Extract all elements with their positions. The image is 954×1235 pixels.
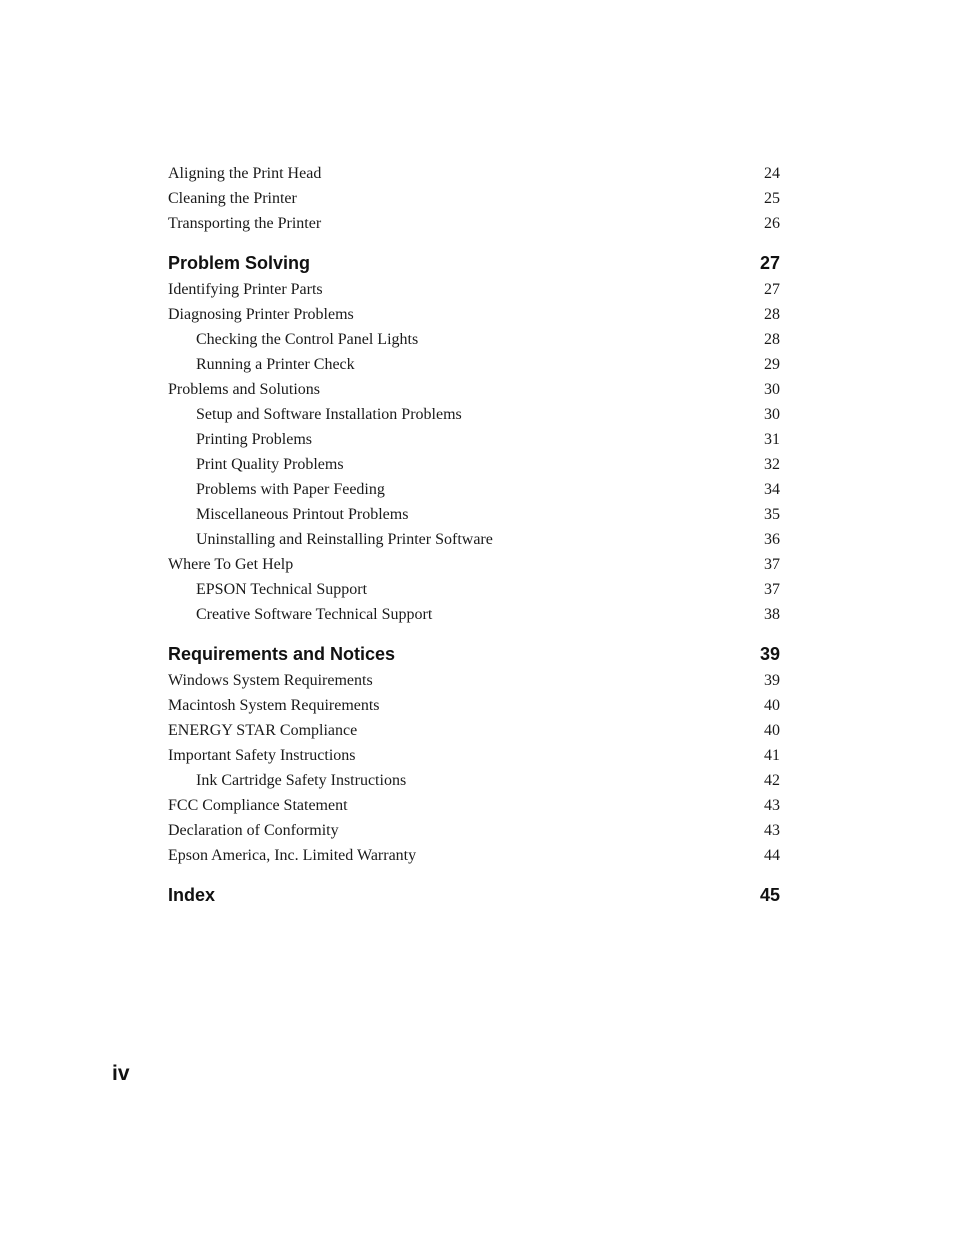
- table-of-contents: [168, 161, 780, 909]
- toc-entry-label: Running a Printer Check: [196, 356, 355, 373]
- toc-entry-ink-cartridge-safety[interactable]: [168, 768, 780, 793]
- toc-entry-declaration-of-conformity[interactable]: [168, 818, 780, 843]
- toc-entry-label: Creative Software Technical Support: [196, 606, 433, 623]
- toc-entry-page: 38: [764, 606, 780, 623]
- toc-entry-page: 34: [764, 481, 780, 498]
- toc-entry-page: 40: [764, 722, 780, 739]
- toc-section-page: 45: [759, 885, 780, 905]
- toc-entry-fcc-compliance[interactable]: [168, 793, 780, 818]
- toc-entry-label: Uninstalling and Reinstalling Printer Software: [196, 531, 493, 548]
- toc-entry-problems-and-solutions[interactable]: [168, 377, 780, 402]
- toc-entry-page: 40: [764, 697, 780, 714]
- toc-entry-transporting-printer[interactable]: [168, 211, 780, 236]
- toc-entry-uninstalling-reinstalling-software[interactable]: [168, 527, 780, 552]
- toc-entry-page: 27: [764, 281, 780, 298]
- toc-entry-label: ENERGY STAR Compliance: [168, 722, 358, 739]
- toc-entry-label: Printing Problems: [196, 431, 313, 448]
- page-number: iv: [112, 1062, 130, 1085]
- toc-entry-print-quality-problems[interactable]: [168, 452, 780, 477]
- toc-entry-page: 32: [764, 456, 780, 473]
- toc-section-page: 27: [759, 253, 780, 273]
- toc-section-requirements-notices[interactable]: [168, 641, 780, 668]
- toc-entry-page: 36: [764, 531, 780, 548]
- toc-entry-label: Problems with Paper Feeding: [196, 481, 385, 498]
- toc-entry-page: 43: [764, 822, 780, 839]
- toc-section-page: 39: [759, 644, 780, 664]
- toc-entry-running-printer-check[interactable]: [168, 352, 780, 377]
- toc-entry-page: 41: [764, 747, 780, 764]
- toc-entry-label: Declaration of Conformity: [168, 822, 339, 839]
- toc-entry-limited-warranty[interactable]: [168, 843, 780, 868]
- toc-entry-label: Miscellaneous Printout Problems: [196, 506, 409, 523]
- toc-entry-page: 42: [764, 772, 780, 789]
- toc-entry-label: Important Safety Instructions: [168, 747, 356, 764]
- toc-entry-label: Checking the Control Panel Lights: [196, 331, 419, 348]
- toc-entry-aligning-print-head[interactable]: [168, 161, 780, 186]
- toc-section-problem-solving[interactable]: [168, 250, 780, 277]
- toc-entry-page: 44: [764, 847, 780, 864]
- toc-entry-energy-star-compliance[interactable]: [168, 718, 780, 743]
- toc-entry-page: 43: [764, 797, 780, 814]
- toc-entry-label: Transporting the Printer: [168, 215, 322, 232]
- toc-entry-label: Epson America, Inc. Limited Warranty: [168, 847, 417, 864]
- toc-section-title: Index: [168, 885, 216, 905]
- toc-entry-cleaning-printer[interactable]: [168, 186, 780, 211]
- toc-entry-page: 37: [764, 581, 780, 598]
- toc-entry-page: 24: [764, 165, 780, 182]
- toc-entry-page: 30: [764, 406, 780, 423]
- toc-entry-page: 35: [764, 506, 780, 523]
- toc-entry-page: 31: [764, 431, 780, 448]
- toc-entry-label: Macintosh System Requirements: [168, 697, 380, 714]
- toc-entry-windows-requirements[interactable]: [168, 668, 780, 693]
- toc-entry-page: 39: [764, 672, 780, 689]
- toc-section-title: Requirements and Notices: [168, 644, 396, 664]
- toc-entry-checking-control-panel-lights[interactable]: [168, 327, 780, 352]
- toc-entry-page: 37: [764, 556, 780, 573]
- toc-entry-label: Diagnosing Printer Problems: [168, 306, 354, 323]
- toc-entry-label: Cleaning the Printer: [168, 190, 297, 207]
- toc-entry-page: 26: [764, 215, 780, 232]
- toc-entry-label: Windows System Requirements: [168, 672, 373, 689]
- toc-section-index[interactable]: [168, 882, 780, 909]
- toc-entry-label: Identifying Printer Parts: [168, 281, 323, 298]
- toc-entry-page: 30: [764, 381, 780, 398]
- toc-entry-identifying-printer-parts[interactable]: [168, 277, 780, 302]
- toc-entry-creative-software-support[interactable]: [168, 602, 780, 627]
- toc-entry-label: Problems and Solutions: [168, 381, 321, 398]
- toc-entry-page: 28: [764, 306, 780, 323]
- toc-entry-label: Print Quality Problems: [196, 456, 344, 473]
- toc-entry-label: Aligning the Print Head: [168, 165, 322, 182]
- toc-entry-miscellaneous-printout-problems[interactable]: [168, 502, 780, 527]
- toc-entry-label: FCC Compliance Statement: [168, 797, 348, 814]
- toc-entry-diagnosing-printer-problems[interactable]: [168, 302, 780, 327]
- toc-entry-epson-technical-support[interactable]: [168, 577, 780, 602]
- toc-entry-setup-software-installation-problems[interactable]: [168, 402, 780, 427]
- toc-entry-page: 29: [764, 356, 780, 373]
- toc-entry-label: Ink Cartridge Safety Instructions: [196, 772, 407, 789]
- toc-entry-macintosh-requirements[interactable]: [168, 693, 780, 718]
- toc-entry-printing-problems[interactable]: [168, 427, 780, 452]
- toc-entry-where-to-get-help[interactable]: [168, 552, 780, 577]
- toc-entry-label: Where To Get Help: [168, 556, 294, 573]
- toc-entry-label: Setup and Software Installation Problems: [196, 406, 462, 423]
- toc-section-title: Problem Solving: [168, 253, 311, 273]
- toc-entry-safety-instructions[interactable]: [168, 743, 780, 768]
- toc-entry-page: 28: [764, 331, 780, 348]
- toc-entry-label: EPSON Technical Support: [196, 581, 368, 598]
- toc-entry-page: 25: [764, 190, 780, 207]
- toc-entry-paper-feeding-problems[interactable]: [168, 477, 780, 502]
